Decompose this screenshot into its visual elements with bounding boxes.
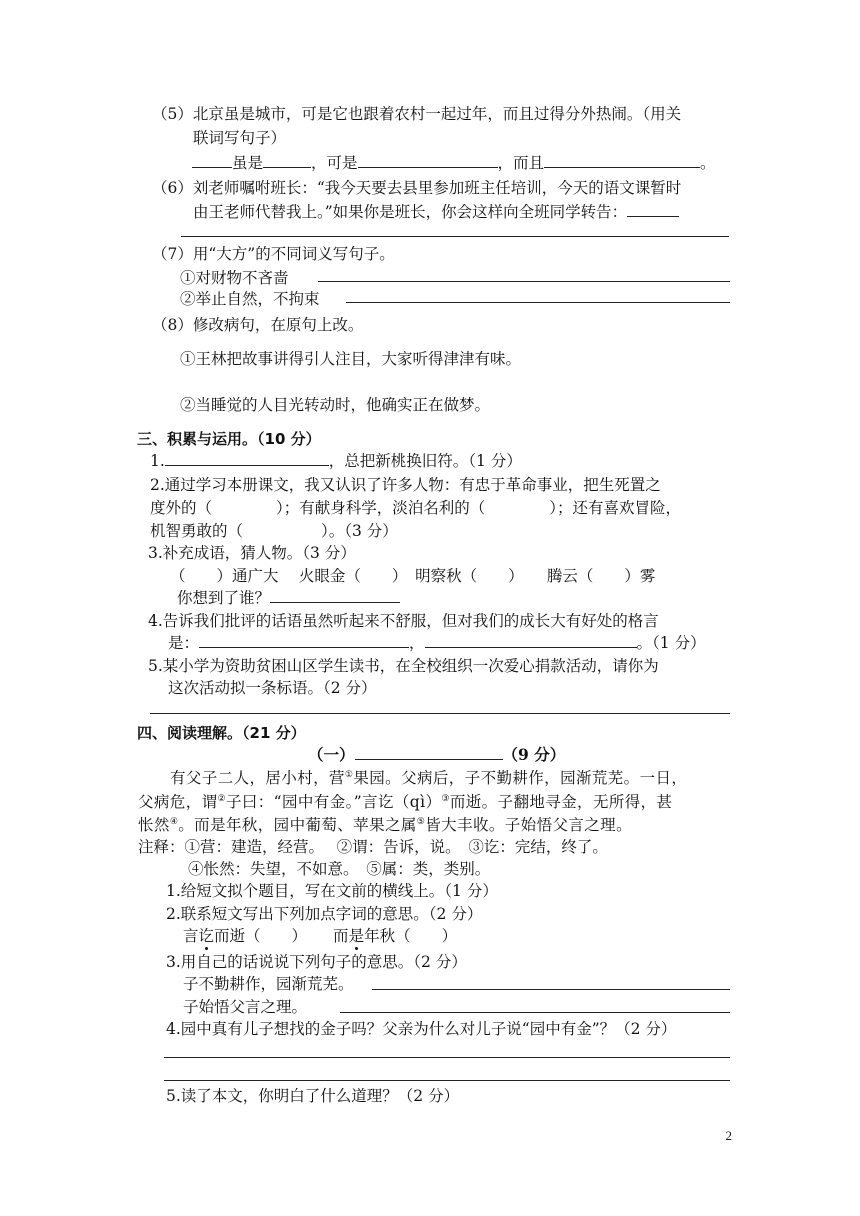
item-text: ， <box>409 634 425 652</box>
item-text: 。（1 分） <box>636 634 706 652</box>
item-text: ）；有献身科学，淡泊名利的（ <box>276 499 486 517</box>
q7-a <box>180 267 289 289</box>
s3-item4-line2 <box>168 632 706 654</box>
section4-title: 四、阅读理解。（21 分） <box>137 724 306 742</box>
s3-item3-question <box>177 587 400 609</box>
passage-text: 怅然 <box>138 816 170 834</box>
word-text: 言 <box>183 927 199 945</box>
footnote-mark: ② <box>217 793 226 804</box>
notes-line2: ④怅然：失望，不如意。 ⑤属：类，类别。 <box>188 860 491 878</box>
answer-blank[interactable] <box>270 587 400 603</box>
answer-blank[interactable] <box>199 632 409 648</box>
read-q3: 3.用自己的话说说下列句子的意思。（2 分） <box>166 953 467 971</box>
q7-line1: （7）用“大方”的不同词义写句子。 <box>152 245 395 263</box>
passage-text: 父病危，谓 <box>138 793 218 811</box>
answer-line[interactable] <box>181 236 729 237</box>
passage-line2 <box>138 791 672 813</box>
passage-number: （一） <box>308 745 355 764</box>
answer-line[interactable] <box>340 1012 730 1013</box>
passage-text: 皆大丰收。子始悟父言之理。 <box>425 816 632 834</box>
footnote-mark: ④ <box>169 816 179 827</box>
s3-item2-line1: 2.通过学习本册课文，我又认识了许多人物：有忠于革命事业，把生死置之 <box>150 476 661 494</box>
footnote-mark: ③ <box>441 793 450 804</box>
passage-text: 有父子二人，居小村，营 <box>170 769 345 787</box>
q7-b-text: ②举止自然，不拘束 <box>180 290 320 308</box>
q6-line2-text: 由王老师代替我上。”如果你是班长，你会这样向全班同学转告： <box>193 203 628 221</box>
item-text: ）；还有喜欢冒险， <box>549 499 682 517</box>
s3-item5-line1: 5.某小学为资助贫困山区学生读书，在全校组织一次爱心捐款活动，请你为 <box>148 657 659 675</box>
q8-a: ①王林把故事讲得引人注目，大家听得津津有味。 <box>180 350 522 368</box>
conj-text: 虽是 <box>232 154 264 172</box>
read-q3-b: 子始悟父言之理。 <box>183 998 308 1016</box>
item-text: ，总把新桃换旧符。（1 分） <box>328 452 522 470</box>
footnote-mark: ① <box>344 769 354 780</box>
q7-a-text: ①对财物不吝啬 <box>180 269 289 287</box>
q6-line2 <box>193 201 679 223</box>
blank[interactable] <box>544 152 700 168</box>
q5-line1: （5）北京虽是城市，可是它也跟着农村一起过年，而且过得分外热闹。（用关 <box>152 105 682 123</box>
word-text: 而逝（ ） <box>214 927 308 945</box>
s3-item4-line1: 4.告诉我们批评的话语虽然听起来不舒服，但对我们的成长大有好处的格言 <box>148 612 659 630</box>
passage-text: 而逝。子翻地寻金，无所得，甚 <box>449 793 673 811</box>
title-blank[interactable] <box>355 744 503 760</box>
answer-line[interactable] <box>346 302 730 303</box>
item-text: 是： <box>168 634 200 652</box>
answer-line[interactable] <box>164 1057 730 1058</box>
item-text: ）。（3 分） <box>321 522 398 540</box>
item-number: 1. <box>150 452 165 470</box>
s3-item2-line2 <box>150 497 681 519</box>
read-q4: 4.园中真有儿子想找的金子吗？父亲为什么对儿子说“园中有金”？（2 分） <box>166 1020 677 1038</box>
q5-line2: 联词写句子） <box>193 129 287 147</box>
notes-line1: 注释：①营：建造，经营。 ②谓：告诉，说。 ③讫：完结，终了。 <box>138 838 608 856</box>
passage-text: 果园。父病后，子不勤耕作，园渐荒芜。一日， <box>353 769 688 787</box>
s3-item5-line2: 这次活动拟一条标语。（2 分） <box>168 679 377 697</box>
q6-line1: （6）刘老师嘱咐班长：“我今天要去县里参加班主任培训，今天的语文课暂时 <box>152 179 682 197</box>
conj-text: ，而且 <box>497 154 545 172</box>
word-text: 而 <box>333 927 349 945</box>
answer-blank[interactable] <box>165 450 329 466</box>
footnote-mark: ⑤ <box>416 816 426 827</box>
passage-text: 子曰：“园中有金。”言讫（qì） <box>225 793 442 811</box>
s3-item3-line1: 3.补充成语，猜人物。（3 分） <box>148 544 356 562</box>
conj-text: ，可是 <box>311 154 358 172</box>
blank[interactable] <box>192 152 232 168</box>
read-q2-words <box>183 925 457 947</box>
passage-title-line <box>308 744 565 766</box>
passage-line1 <box>170 767 687 789</box>
word-text: 年秋（ ） <box>364 927 458 945</box>
q7-b <box>180 288 320 310</box>
answer-blank[interactable] <box>425 632 637 648</box>
blank[interactable] <box>263 152 311 168</box>
blank[interactable] <box>358 152 498 168</box>
passage-score: （9 分） <box>502 745 566 764</box>
s3-item3-idioms: （ ）通广大 火眼金（ ） 明察秋（ ） 腾云（ ）雾 <box>170 567 656 585</box>
dotted-char: 讫 <box>198 927 215 945</box>
dotted-char: 是 <box>348 927 365 945</box>
answer-line[interactable] <box>372 989 730 990</box>
s3-item1 <box>150 450 522 472</box>
answer-line[interactable] <box>164 1080 730 1081</box>
item-text: 你想到了谁？ <box>177 589 271 607</box>
item-text: 度外的（ <box>150 499 213 517</box>
read-q3-a: 子不勤耕作，园渐荒芜。 <box>183 975 354 993</box>
read-q1: 1.给短文拟个题目，写在文前的横线上。（1 分） <box>166 882 498 900</box>
answer-line[interactable] <box>150 713 730 714</box>
section3-title: 三、积累与运用。（10 分） <box>137 430 321 448</box>
answer-line[interactable] <box>318 281 730 282</box>
item-text: 机智勇敢的（ <box>150 522 244 540</box>
passage-text: 。而是年秋，园中葡萄、苹果之属 <box>178 816 417 834</box>
q5-fill-line <box>192 152 716 174</box>
q8-b: ②当睡觉的人目光转动时，他确实正在做梦。 <box>180 396 491 414</box>
page-number: 2 <box>725 1128 732 1143</box>
conj-text: 。 <box>700 154 716 172</box>
answer-blank[interactable] <box>627 201 679 217</box>
s3-item2-line3 <box>150 520 398 542</box>
passage-line3 <box>138 814 632 836</box>
q8-line1: （8）修改病句，在原句上改。 <box>152 316 364 334</box>
read-q2: 2.联系短文写出下列加点字词的意思。（2 分） <box>166 905 483 923</box>
read-q5: 5.读了本文，你明白了什么道理？（2 分） <box>166 1087 460 1105</box>
